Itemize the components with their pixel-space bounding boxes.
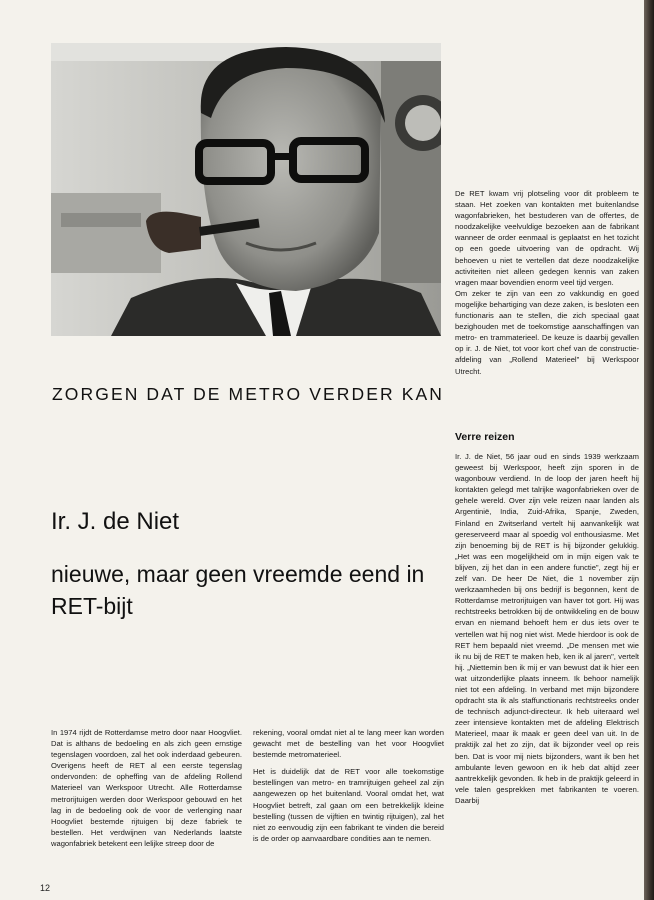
person-name: Ir. J. de Niet: [51, 508, 180, 535]
paragraph: Ir. J. de Niet, 56 jaar oud en sinds 1939 werkzaam geweest bij Werkspoor, heeft zijn sporen in de wagonbouw verdiend. In de loop der jaren heeft hij kontakten gelegd met talrijke wagonfabrieken over de gehele wereld. Over zijn vele reizen naar landen als Argentinië, India, Zuid-Afrika, Spanje, Zweden, Finland en Zwitserland vertelt hij aanvankelijk wat gereserveerd maar al spoedig vol enthousiasme. Met zijn benoeming bij de RET is hij bijzonder gelukkig. „Het was een mogelijkheid om in mijn eigen vak te blijven, zij het dan in een andere functie", zegt hij er zelf van. De heer De Niet, die 1 november zijn werkzaamheden bij ons bedrijf is begonnen, kent de Rotterdamse metrorijtuigen van haver tot gort. Hij was rechtstreeks betrokken bij de ontwikkeling en de bouw ervan en niemand behoeft hem er dus iets over te vertellen wat hij nog niet wist. Mede hierdoor is ook de RET hem bepaald niet vreemd. „De mensen met wie ik nu bij de RET te maken heb, ken ik al jaren", vertelt hij. „Niettemin ben ik mij er van bewust dat ik hier een wat uitzonderlijke plaats inneem. Ik behoor namelijk niet tot een afdeling. In verband met mijn bijzondere opdracht sta ik als staffunctionaris rechtstreeks onder de technisch adjunct-directeur. Ik heb uiteraard wel zeer intensieve kontakten met de afdeling Elektrisch Materieel, maar ik maak er geen deel van uit. In de praktijk zal het zo zijn, dat ik bijzonder veel op reis ben. Dat is voor mij niets bijzonders, want ik ben het ambulante leven gewoon en ik heb dat altijd zeer aantrekkelijk gevonden. Ik heb in de praktijk geleerd in vele talen gesprekken met fabrikanten te voeren. Daarbij: [455, 452, 639, 805]
paragraph: Om zeker te zijn van een zo vakkundig en goed mogelijke behartiging van deze zaken, is besloten een functionaris aan te stellen, die zich speciaal gaat bezighouden met de toekomstige aanschaffingen van metro- en trammaterieel. De keuze is daarbij gevallen op ir. J. de Niet, tot voor kort chef van de constructie-afdeling van „Rollend Materieel" bij Werkspoor Utrecht.: [455, 288, 639, 376]
body-column-1: [51, 727, 242, 855]
section-heading: Verre reizen: [455, 431, 515, 443]
paragraph: In 1974 rijdt de Rotterdamse metro door naar Hoogvliet. Dat is althans de bedoeling en als zich geen ernstige tegenslagen voordoen, zal het ook inderdaad gebeuren. Overigens heeft de RET al een eerste tegenslag ondervonden: de opheffing van de afdeling Rollend Materieel van Werkspoor Utrecht. Alle Rotterdamse metrorijtuigen werden door Werkspoor gebouwd en het lag in de bedoeling ook de voor de verlenging naar Hoogvliet bestemde rijtuigen bij deze fabriek te bestellen. Het verdwijnen van Nederlands laatste wagonfabriek betekent een lelijke streep door de: [51, 728, 242, 848]
body-column-3-bottom: [455, 451, 639, 812]
paragraph: rekening, vooral omdat niet al te lang meer kan worden gewacht met de bestelling van het voor Hoogvliet bestemde metromaterieel.: [253, 728, 444, 760]
paragraph: De RET kwam vrij plotseling voor dit probleem te staan. Het zoeken van kontakten met buitenlandse wagonfabrieken, het bestuderen van de offertes, de noodzakelijke veelvuldige bezoeken aan de fabrikant wanneer de order eenmaal is geplaatst en het tozicht op een goede uitvoering van de opdracht. Wij behoeven u niet te vertellen dat deze noodzakelijke activiteiten niet alleen gedegen kennis van zaken vragen maar bovendien enorm veel tijd vergen.: [455, 189, 639, 287]
page-number: 12: [40, 883, 51, 893]
portrait-photo: [51, 43, 441, 336]
body-column-3-top: [455, 188, 639, 377]
page-edge: [644, 0, 654, 900]
body-column-2: [253, 727, 444, 850]
article-headline: ZORGEN DAT DE METRO VERDER KAN: [52, 384, 444, 404]
paragraph: Het is duidelijk dat de RET voor alle toekomstige bestellingen van metro- en tramrijtuigen geheel zal zijn aangewezen op het buitenland. Vooral omdat het, wat Hoogvliet betreft, zal gaan om een betrekkelijk kleine bestelling (tussen de vijftien en twintig rijtuigen), zal het niet zo eenvoudig zijn een fabrikant te vinden die bereid is de order op aanvaardbare condities aan te nemen.: [253, 767, 444, 843]
article-subtitle: nieuwe, maar geen vreemde eend in RET-bijt: [51, 561, 425, 619]
